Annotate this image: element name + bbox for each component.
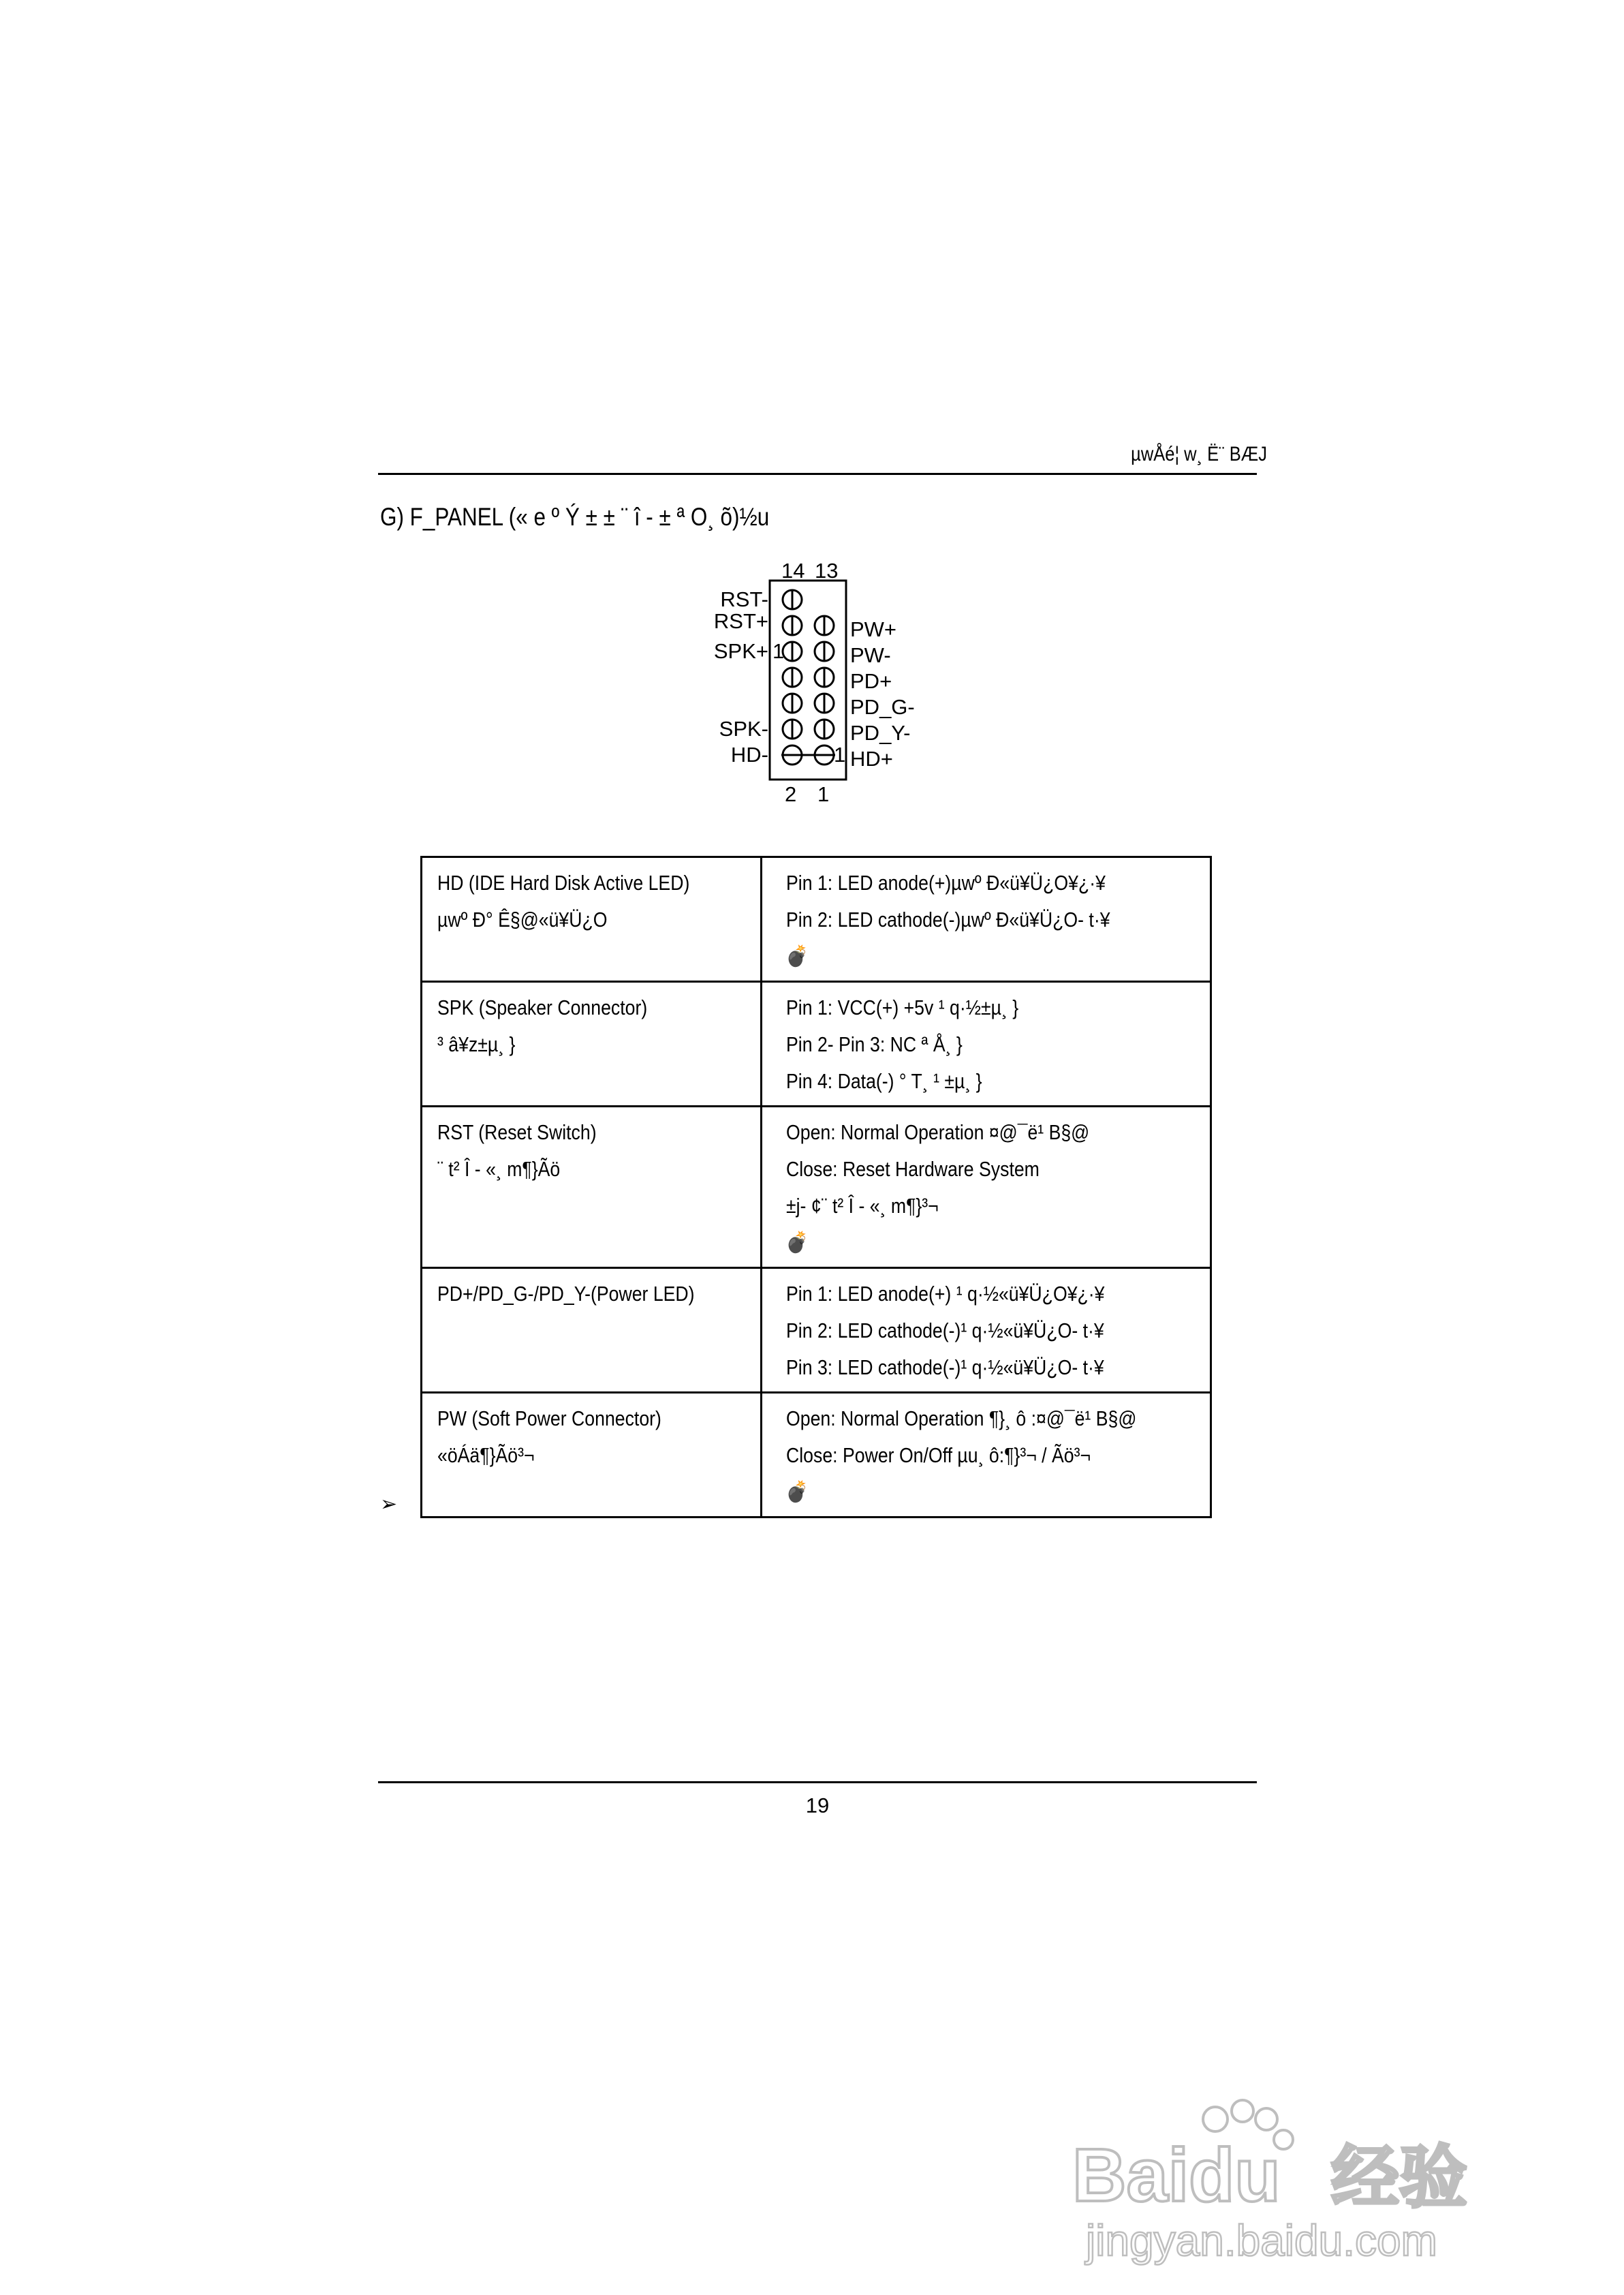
table-cell-definition	[762, 982, 1211, 1107]
pin1-mark-spk: 1	[772, 639, 785, 663]
cell-line: Pin 2: LED cathode(-)µwº Ð«ü¥Ü¿O- t·¥	[786, 908, 1110, 931]
cell-line: Pin 2: LED cathode(-)¹ q·½«ü¥Ü¿O- t·¥	[786, 1319, 1104, 1342]
pin1-mark-hd: 1	[834, 743, 846, 767]
footer-rule	[378, 1781, 1257, 1783]
cell-line: Pin 1: LED anode(+) ¹ q·½«ü¥Ü¿O¥¿·¥	[786, 1282, 1105, 1306]
table-cell-definition	[762, 857, 1211, 982]
cell-line: Pin 1: VCC(+) +5v ¹ q·½±µ¸ }	[786, 996, 1019, 1019]
cell-line: «öÁä¶}Ãö³¬	[437, 1443, 535, 1467]
cell-line: ³ â¥z±µ¸ }	[437, 1032, 516, 1056]
cell-line: Open: Normal Operation ¤@¯ë¹ B§@	[786, 1120, 1090, 1144]
header-rule	[378, 473, 1257, 475]
cell-line: PD+/PD_G-/PD_Y-(Power LED)	[437, 1282, 695, 1306]
cell-line: Open: Normal Operation ¶}¸ ô :¤@¯ë¹ B§@	[786, 1406, 1137, 1430]
label-rst-minus: RST-	[720, 587, 768, 611]
label-pw-minus: PW-	[850, 643, 891, 667]
label-spk-minus: SPK-	[719, 717, 768, 741]
page-number: 19	[805, 1793, 830, 1817]
pin-number-14: 14	[781, 559, 805, 583]
table-row	[422, 857, 1211, 982]
pin-number-13: 13	[815, 559, 839, 583]
paw-pad	[1232, 2100, 1253, 2122]
baidu-jingyan-watermark	[1059, 2092, 1535, 2269]
table-row	[422, 1268, 1211, 1393]
cell-line: µwº Ð° Ê§@«ü¥Ü¿O	[437, 908, 608, 931]
cell-line: PW (Soft Power Connector)	[437, 1406, 661, 1430]
watermark-cn: 经验	[1331, 2138, 1467, 2217]
cell-line: Pin 4: Data(-) ° T¸ ¹ ±µ¸ }	[786, 1069, 982, 1093]
table-cell-definition	[762, 1268, 1211, 1393]
page-header: µwÅé¦ w¸ Ë¨ BÆJ	[1131, 443, 1267, 465]
pin-circles	[781, 590, 835, 765]
bomb-icon: 💣	[786, 1231, 809, 1254]
table-cell-name	[422, 1268, 762, 1393]
bomb-icon: 💣	[786, 1481, 809, 1503]
pin-number-1: 1	[817, 782, 830, 806]
cell-line: Close: Power On/Off µu¸ ô:¶}³¬ / Ãö³¬	[786, 1443, 1091, 1467]
f-panel-pin-diagram	[681, 552, 967, 811]
label-pw-plus: PW+	[850, 617, 897, 641]
cell-line: SPK (Speaker Connector)	[437, 996, 648, 1019]
paw-pad	[1255, 2108, 1277, 2130]
label-pd-g: PD_G-	[850, 695, 915, 719]
cell-line: HD (IDE Hard Disk Active LED)	[437, 871, 690, 895]
table-row	[422, 1393, 1211, 1518]
cell-line: RST (Reset Switch)	[437, 1120, 597, 1144]
table-cell-name	[422, 1107, 762, 1268]
cell-line: Pin 3: LED cathode(-)¹ q·½«ü¥Ü¿O- t·¥	[786, 1355, 1104, 1379]
label-spk-plus: SPK+	[713, 639, 768, 663]
cell-line: Close: Reset Hardware System	[786, 1157, 1040, 1181]
cell-line: ±j- ¢¨ t² Î - «¸ m¶}³¬	[786, 1194, 939, 1218]
label-pd-plus: PD+	[850, 669, 892, 693]
table-cell-name	[422, 1393, 762, 1518]
cell-line: Pin 2- Pin 3: NC ª Å¸ }	[786, 1032, 963, 1056]
table-cell-name	[422, 982, 762, 1107]
table-cell-definition	[762, 1107, 1211, 1268]
watermark-url: jingyan.baidu.com	[1086, 2216, 1437, 2265]
label-hd-plus: HD+	[850, 747, 893, 771]
table-cell-definition	[762, 1393, 1211, 1518]
table-cell-name	[422, 857, 762, 982]
label-rst-plus: RST+	[713, 609, 768, 633]
table-row	[422, 1107, 1211, 1268]
bomb-icon: 💣	[786, 945, 809, 968]
label-hd-minus: HD-	[730, 743, 768, 767]
section-title: G) F_PANEL (« e º Ý ± ± ¨ î - ± ª O¸ õ)½u	[380, 503, 770, 531]
cell-line: Pin 1: LED anode(+)µwº Ð«ü¥Ü¿O¥¿·¥	[786, 871, 1106, 895]
paw-pad	[1203, 2107, 1228, 2131]
bullet-arrow-icon: ➢	[380, 1493, 398, 1515]
label-pd-y: PD_Y-	[850, 721, 911, 745]
pin-definition-table	[420, 856, 1212, 1518]
pin-number-2: 2	[785, 782, 797, 806]
cell-line: ¨ t² Î - «¸ m¶}Ãö	[437, 1157, 561, 1181]
table-row	[422, 982, 1211, 1107]
watermark-brand: Baidu	[1072, 2134, 1281, 2217]
